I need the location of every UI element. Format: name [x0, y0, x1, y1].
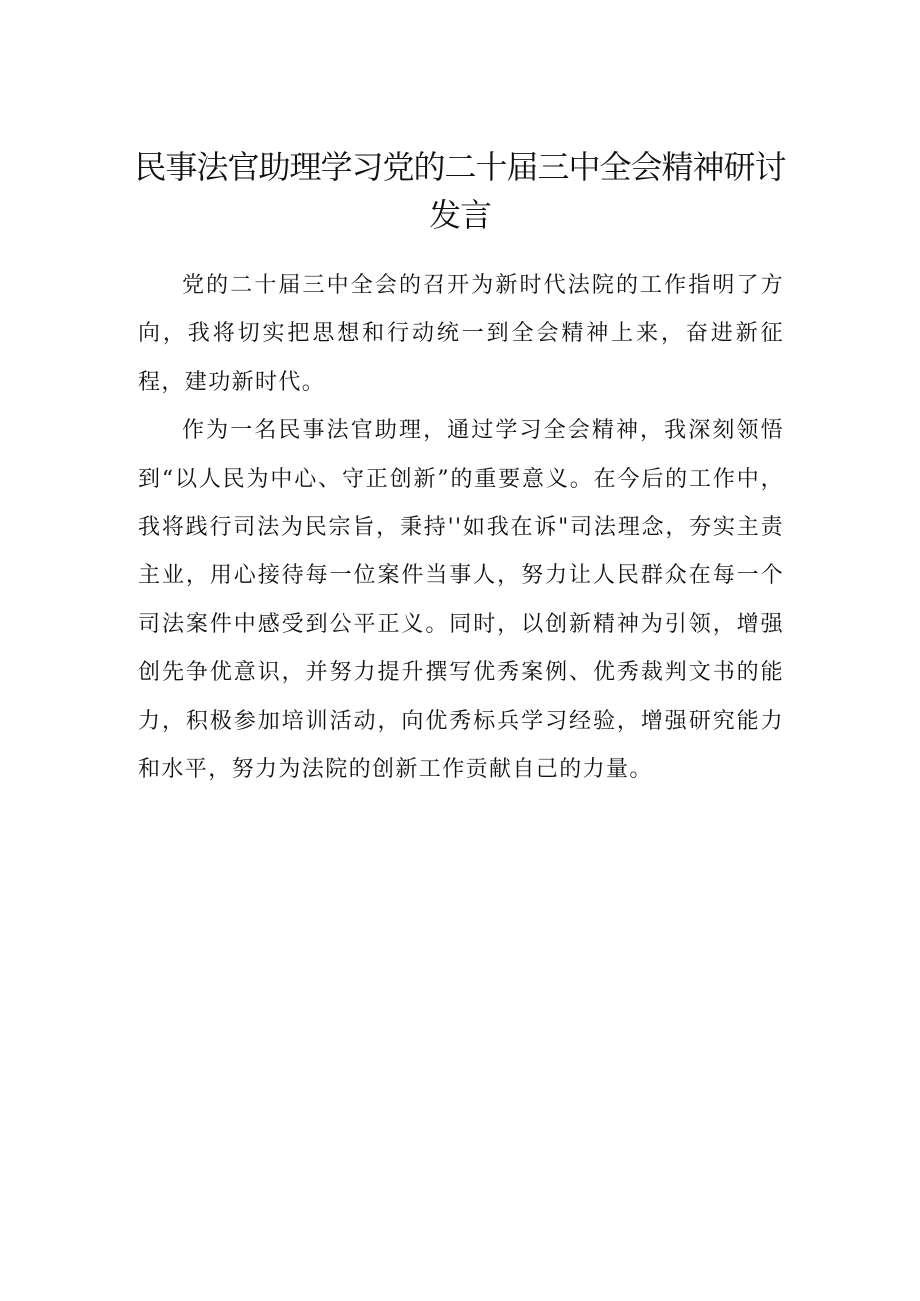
document-title: 民事法官助理学习党的二十届三中全会精神研讨发言 [134, 148, 786, 234]
paragraph-1: 党的二十届三中全会的召开为新时代法院的工作指明了方向，我将切实把思想和行动统一到全会精神上来，奋进新征程，建功新时代。 [138, 273, 784, 395]
document-body [138, 262, 784, 794]
paragraph-2: 作为一名民事法官助理，通过学习全会精神，我深刻领悟到“以人民为中心、守正创新”的重要意义。在今后的工作中，我将践行司法为民宗旨，秉持''如我在诉"司法理念，夯实主责主业，用心接待每一位案件当事人，努力让人民群众在每一个司法案件中感受到公平正义。同时，以创新精神为引领，增强创先争优意识，并努力提升撰写优秀案例、优秀裁判文书的能力，积极参加培训活动，向优秀标兵学习经验，增强研究能力和水平，努力为法院的创新工作贡献自己的力量。 [138, 418, 784, 783]
